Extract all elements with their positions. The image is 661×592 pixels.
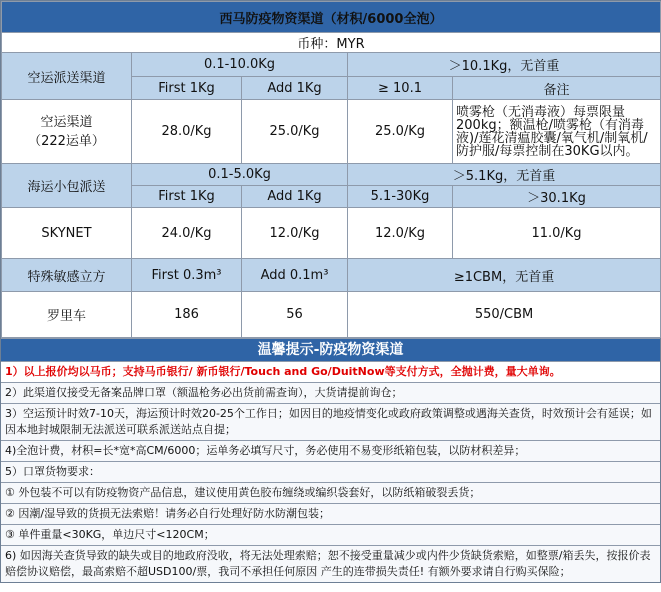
special-row-name: 罗里车 [2,292,132,338]
special-col-big: ≥1CBM，无首重 [348,259,661,292]
air-rate-row [2,100,661,164]
tip-item: ① 外包装不可以有防疫物资产品信息，建议使用黄色胶布缠绕或编织袋套好，以防纸箱破裂丢货； [1,482,660,503]
currency-label: 币种：MYR [2,33,661,53]
sea-add-price: 12.0/Kg [242,208,348,259]
air-col-add: Add 1Kg [242,77,348,100]
tip-item: 6) 如因海关查货导致的缺失或目的地政府没收，将无法处理索赔；恕不接受重量减少或内件少货缺货索赔，如整票/箱丢失，按报价表赔偿协议赔偿，最高索赔不超USD100/票，我司不承担任何原因 产生的连带损失责任! 有额外要求请自行购买保险； [1,545,660,582]
air-range2: ＞10.1Kg，无首重 [348,53,661,77]
air-range1: 0.1-10.0Kg [132,53,348,77]
air-col-ge: ≥ 10.1 [348,77,453,100]
sea-rate-row [2,208,661,259]
tip-item: 4)全泡计费，材积=长*宽*高CM/6000；运单务必填写尺寸，务必使用不易变形纸箱包装，以防材积差异； [1,440,660,461]
tips-heading: 温馨提示-防疫物资渠道 [1,338,660,361]
sea-high-price: 11.0/Kg [453,208,661,259]
sea-first-price: 24.0/Kg [132,208,242,259]
air-section-label: 空运派送渠道 [2,53,132,100]
air-note: 喷雾枪（无消毒液）每票限量200kg；额温枪/喷雾枪（有消毒液)/莲花清瘟胶囊/氧气机/制氧机/防护服/每票控制在30KG以内。 [453,100,661,164]
sea-col-high: ＞30.1Kg [453,186,661,208]
special-col-first: First 0.3m³ [132,259,242,292]
tips-section [1,338,660,582]
air-header-row [2,53,661,77]
sea-col-first: First 1Kg [132,186,242,208]
special-first-price: 186 [132,292,242,338]
sea-range2: ＞5.1Kg，无首重 [348,164,661,186]
tip-item: 5）口罩货物要求： [1,461,660,482]
air-col-note: 备注 [453,77,661,100]
air-add-price: 25.0/Kg [242,100,348,164]
air-col-first: First 1Kg [132,77,242,100]
sea-col-add: Add 1Kg [242,186,348,208]
air-row-name-line1: 空运渠道 [40,114,93,130]
tip-item: 1）以上报价均以马币；支持马币银行/ 新币银行/Touch and Go/DuitNow等支付方式，全抛计费，量大单询。 [1,361,660,382]
tip-item: 3）空运预计时效7-10天，海运预计时效20-25个工作日；如因目的地疫情变化或政府政策调整或遇海关查货，时效预计会有延误；如因本地封城限制无法派送可联系派送站点自提； [1,403,660,440]
special-section-label: 特殊敏感立方 [2,259,132,292]
sea-row-name: SKYNET [2,208,132,259]
tip-item: 2）此渠道仅接受无备案品牌口罩（额温枪务必出货前需查询），大货请提前询仓； [1,382,660,403]
currency-row [2,33,661,53]
sea-range1: 0.1-5.0Kg [132,164,348,186]
sea-section-label: 海运小包派送 [2,164,132,208]
tip-item: ② 因潮/湿导致的货损无法索赔！请务必自行处理好防水防潮包装； [1,503,660,524]
sea-mid-price: 12.0/Kg [348,208,453,259]
special-header-row [2,259,661,292]
special-add-price: 56 [242,292,348,338]
special-col-add: Add 0.1m³ [242,259,348,292]
air-row-name [2,100,132,164]
page-title: 西马防疫物资渠道（材积/6000全泡） [2,2,661,33]
air-ge-price: 25.0/Kg [348,100,453,164]
special-big-price: 550/CBM [348,292,661,338]
title-row [2,2,661,33]
rate-table [1,1,661,338]
tip-item: ③ 单件重量<30KG，单边尺寸<120CM； [1,524,660,545]
air-row-name-line2: （222运单） [28,133,105,149]
sea-col-mid: 5.1-30Kg [348,186,453,208]
air-first-price: 28.0/Kg [132,100,242,164]
sea-header-row [2,164,661,186]
special-rate-row [2,292,661,338]
